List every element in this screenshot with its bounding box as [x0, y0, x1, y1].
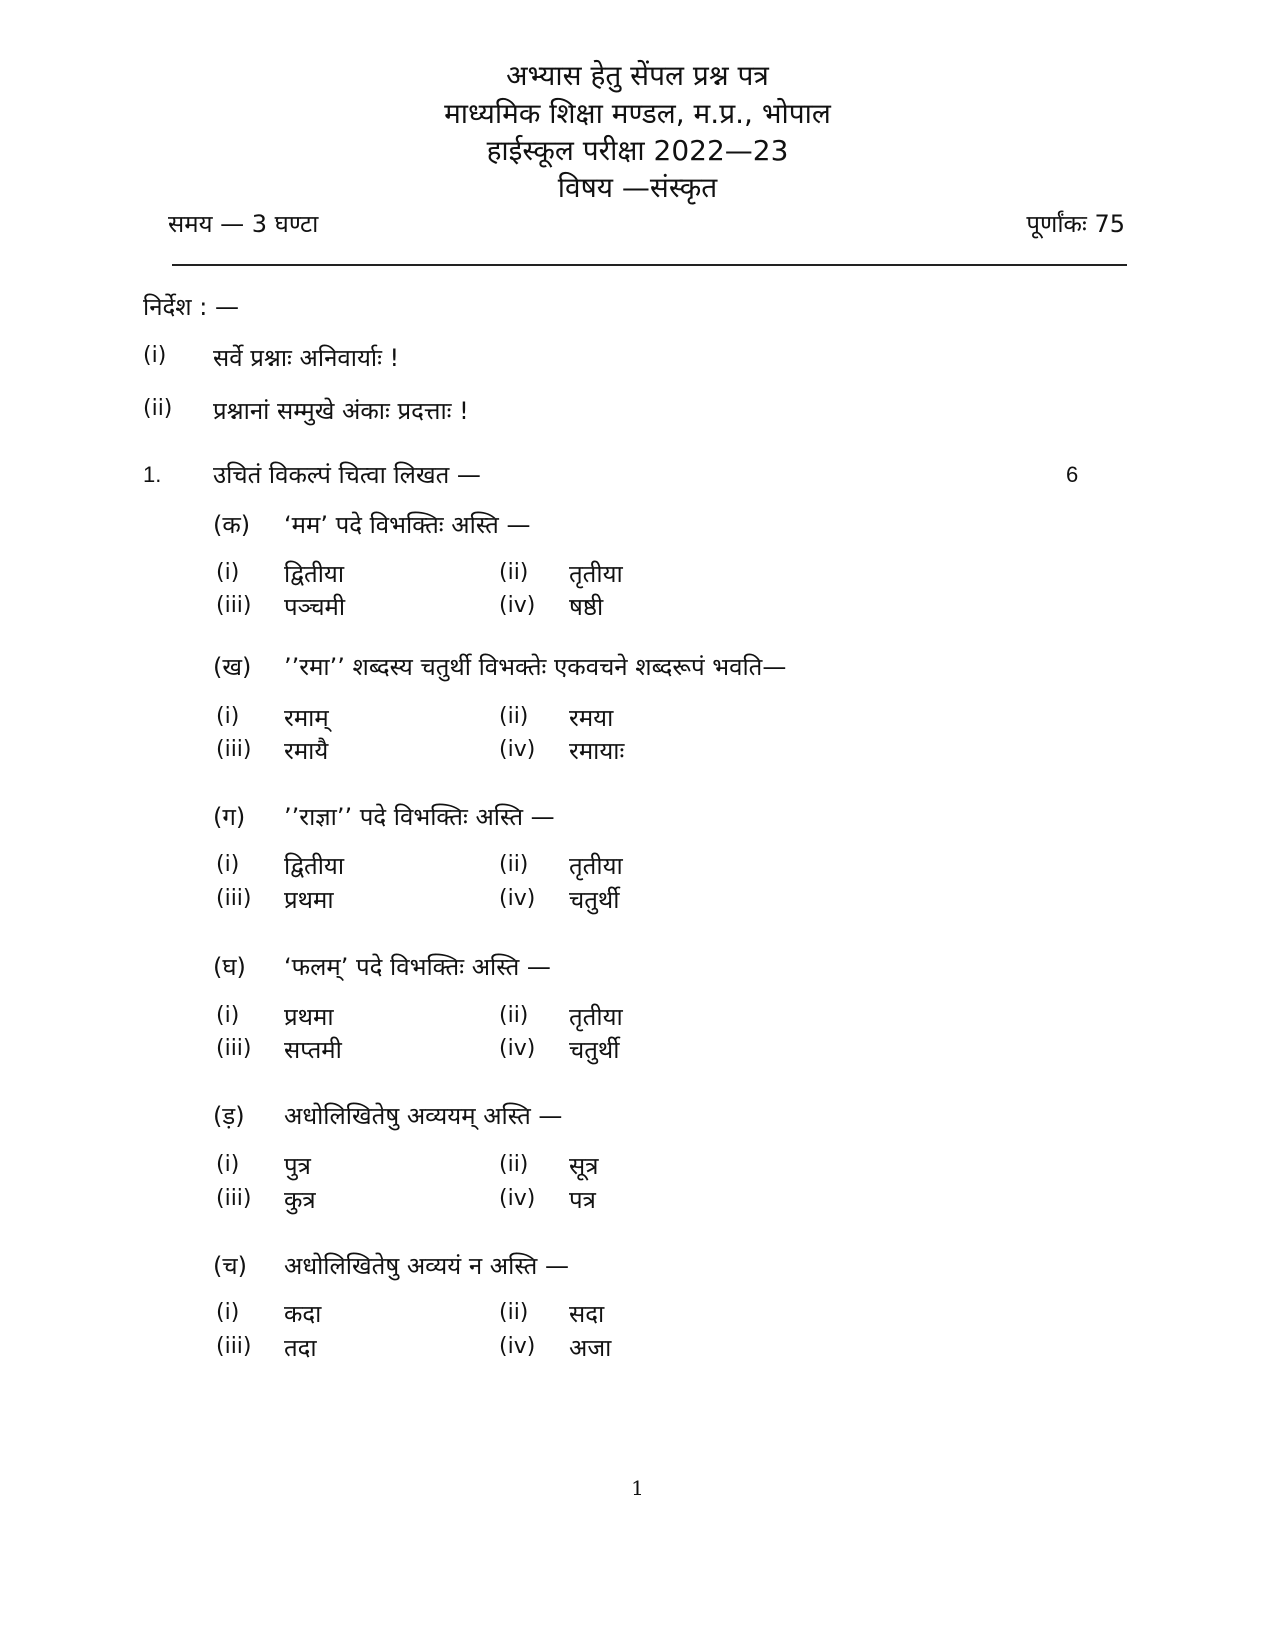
option-text: रमया: [569, 704, 614, 732]
option-label: (iv): [499, 1186, 536, 1211]
option-text: द्वितीया: [284, 560, 345, 588]
option-label: (i): [216, 1152, 240, 1177]
header-divider: [172, 264, 1127, 266]
sub-question-label: (ख): [213, 653, 252, 681]
option-text: सदा: [569, 1300, 605, 1328]
option-label: (iii): [216, 1186, 252, 1211]
option-text: प्रथमा: [284, 886, 334, 914]
sub-question-text: ’’राज्ञा’’ पदे विभक्तिः अस्ति —: [284, 803, 555, 831]
option-text: चतुर्थी: [569, 886, 620, 914]
header-title: अभ्यास हेतु सेंपल प्रश्न पत्र: [506, 59, 769, 92]
option-text: रमाम्: [284, 704, 329, 732]
sub-question-text: ‘फलम्’ पदे विभक्तिः अस्ति —: [284, 953, 551, 981]
option-label: (iii): [216, 886, 252, 911]
option-text: द्वितीया: [284, 852, 345, 880]
instruction-text: प्रश्नानां सम्मुखे अंकाः प्रदत्ताः !: [213, 397, 469, 425]
instruction-number: (i): [143, 343, 167, 368]
header-subject: विषय —संस्कृत: [557, 171, 718, 204]
sub-question-label: (च): [213, 1252, 247, 1280]
header-board: माध्यमिक शिक्षा मण्डल, म.प्र., भोपाल: [444, 97, 831, 130]
option-label: (iii): [216, 593, 252, 618]
question-text: उचितं विकल्पं चित्वा लिखत —: [213, 461, 481, 489]
instruction-number: (ii): [143, 396, 173, 421]
option-label: (iv): [499, 593, 536, 618]
option-text: रमायाः: [569, 737, 625, 765]
option-label: (iii): [216, 737, 252, 762]
option-label: (ii): [499, 1300, 529, 1325]
option-text: रमायै: [284, 737, 329, 765]
page-number: 1: [631, 1476, 644, 1500]
instruction-text: सर्वे प्रश्नाः अनिवार्याः !: [213, 344, 400, 372]
option-label: (iv): [499, 1334, 536, 1359]
option-text: षष्ठी: [569, 593, 604, 621]
option-text: सूत्र: [569, 1152, 599, 1180]
option-text: कदा: [284, 1300, 322, 1328]
option-label: (ii): [499, 704, 529, 729]
time-allowed: समय — 3 घण्टा: [168, 210, 319, 238]
question-number: 1.: [143, 462, 162, 487]
sub-question-label: (ग): [213, 803, 246, 831]
option-label: (iv): [499, 886, 536, 911]
instructions-title: निर्देश : —: [143, 293, 239, 321]
sub-question-label: (घ): [213, 953, 246, 981]
option-text: सप्तमी: [284, 1036, 342, 1064]
option-label: (i): [216, 560, 240, 585]
option-text: चतुर्थी: [569, 1036, 620, 1064]
option-text: तृतीया: [569, 560, 623, 588]
option-label: (i): [216, 852, 240, 877]
option-label: (iii): [216, 1334, 252, 1359]
sub-question-text: अधोलिखितेषु अव्ययम् अस्ति —: [284, 1102, 563, 1130]
option-text: तृतीया: [569, 1003, 623, 1031]
sub-question-label: (क): [213, 511, 251, 539]
option-text: कुत्र: [284, 1186, 316, 1214]
option-label: (ii): [499, 560, 529, 585]
option-text: अजा: [569, 1334, 612, 1362]
option-label: (iv): [499, 737, 536, 762]
option-label: (i): [216, 1300, 240, 1325]
option-label: (i): [216, 704, 240, 729]
header-exam: हाईस्कूल परीक्षा 2022—23: [486, 134, 789, 167]
option-label: (ii): [499, 1003, 529, 1028]
question-marks: 6: [1066, 462, 1079, 487]
sub-question-label: (ड़): [213, 1102, 245, 1130]
option-text: तृतीया: [569, 852, 623, 880]
option-text: प्रथमा: [284, 1003, 334, 1031]
option-label: (ii): [499, 852, 529, 877]
option-text: पुत्र: [284, 1152, 311, 1180]
sub-question-text: ‘मम’ पदे विभक्तिः अस्ति —: [284, 511, 531, 539]
option-label: (iv): [499, 1036, 536, 1061]
option-label: (ii): [499, 1152, 529, 1177]
sub-question-text: ’’रमा’’ शब्दस्य चतुर्थी विभक्तेः एकवचने शब्दरूपं भवति—: [284, 653, 787, 681]
total-marks: पूर्णांकः 75: [1026, 210, 1125, 238]
option-text: पत्र: [569, 1186, 596, 1214]
option-text: पञ्चमी: [284, 593, 346, 621]
option-label: (iii): [216, 1036, 252, 1061]
option-text: तदा: [284, 1334, 317, 1362]
sub-question-text: अधोलिखितेषु अव्ययं न अस्ति —: [284, 1252, 569, 1280]
option-label: (i): [216, 1003, 240, 1028]
